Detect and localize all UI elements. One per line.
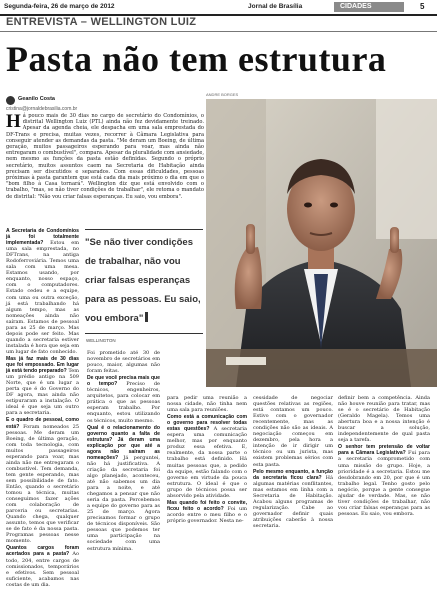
kicker-rule <box>0 31 437 32</box>
photo-credit: ANDRE BORGES <box>206 92 239 97</box>
answer: definir bem a competência. Ainda não houve reunião para tratar, mas se é o secretário de Habitação (Geraldo Magela). Temos uma abertura boa e a nossa intenção é buscar a solução, independentemente de qual pasta seja a tarefa. <box>338 395 430 444</box>
newspaper-name: Jornal de Brasília <box>248 3 303 10</box>
answer: A secretaria espera uma comunicação melhor, mas por enquanto produz essa efetiva. E, realmente, da nossa parte o trabalho está definido. Há muitas pessoas que, a pedido da equipe, estão falando com o governo em virtude da pouca estrutura. O ideal é que o grupo de técnicos possa ser absorvido pela atividade. <box>167 426 247 499</box>
question: Qual é o relacionamento do governo quanto a falta de estrutura? Já deram uma explicação por que até a agora não saíram as nomeações? <box>87 424 160 461</box>
question: Mas quando foi feito o convite, ficou feito o acordo? <box>167 499 247 512</box>
question: Pelo mesmo enquanto, a função da secretaria ficou clara? <box>253 468 333 481</box>
answer: Fui para a secretaria comprometido com uma missão do grupo. Hoje, a prioridade é a secretaria. Estou me desdobrando em 20, por que é um trabalho legal. Tenho gosto pelo negócio, porque a gente consegue ajudar de verdade. Mas, se não tiver condições de trabalhar, não vou criar falsas esperanças para as pessoas. Eu saio, vou embora. <box>338 450 431 517</box>
pullquote <box>85 230 203 325</box>
portrait-photo <box>206 99 437 387</box>
headline: Pasta não tem estrutura <box>6 39 387 79</box>
question: A Secretaria de Condomínios já foi totalmente implementada? <box>6 228 79 247</box>
qa-item <box>167 414 247 499</box>
answer: Estou em uma sala emprestada, no DFTrans, na antiga Rodoferroviária. Temos uma sala com uma mesa. Estamos usando, por enquanto, nosso espaço, com o computadores. Estado cedeu e a equipe, com uma ou outra exceção, já está trabalhando há algum tempo, mas as nomeações ainda não saíram. Estamos de pessoal para as 25 de março. Mas depois pode ser feito. Mas quando a secretaria estiver instalada é hora que seja em um lugar de fato conhecido. <box>6 240 79 355</box>
qa-item <box>253 469 333 529</box>
qa-item <box>6 545 79 587</box>
qa-item <box>87 350 160 374</box>
qa-item <box>253 395 333 468</box>
dropcap: H <box>6 111 21 132</box>
qa-item <box>6 356 79 416</box>
question: De que você precisa mais que o tempo? <box>87 375 160 388</box>
author-email: cristina@jornaldebrasilia.com.br <box>6 106 78 112</box>
qa-item <box>167 500 247 524</box>
qa-item <box>6 417 79 544</box>
answer: Preciso de técnicos, engenheiros, arquitetos, para colocar em prática o que as pessoas esperam trabalho. Por enquanto, estou utilizando os técnicos, muito mesmo. <box>87 381 160 424</box>
column-5 <box>338 395 430 518</box>
answer: cessidade de negociar questões relativas as regiões, está contamos um pouco. Estivo com o governador recentemente, mas as condições não são as ideais. A negociação começou em dezembro, pela hora a intenção de ir dirigir um técnico ou um jurista, mas existem problemas sérios com esta pasta. <box>253 395 333 468</box>
page-number: 5 <box>420 2 425 11</box>
issue-date: Segunda-feira, 26 de março de 2012 <box>4 3 115 10</box>
answer: Foi um acordo entre o meu filho e o próprio governador. Nesta ne- <box>167 505 248 524</box>
column-2 <box>87 350 160 553</box>
answer: para pedir uma reunião a nossa cidade, não tinha nem uma sala para reuniões. <box>167 395 247 414</box>
page-header <box>0 0 437 14</box>
answer: Há algumas matérias conflitantes, mas estamos em linha com a Secretaria de Habitação. Acabou alguns programas de regularização. Cabe ao governador definir quais atribuições caberão à nossa secretaria. <box>253 474 333 529</box>
qa-item <box>167 395 247 413</box>
intro-paragraph <box>6 113 204 200</box>
answer: Ao todo, 204, entre cargos de comissionados, temporários e efetivos. Sem pessoal suficiente, acabamos nas costas de um dia. <box>6 551 79 588</box>
answer: Já perguntei, não há justificativa. A criação da secretaria foi algo planejado, aconteceu, até não sabemos um dia para a noite, e até chegamos a pensar que não seria da pasta. Percebemos a equipe do governo para as 25 de março. Agora precisamos formar o grupo de técnicos disponíveis. São pessoas que podemos ter uma participação na sociedade com uma estrutura mínima. <box>87 454 160 552</box>
question: Quantos cargos foram acertados para a pasta? <box>6 545 79 558</box>
pullquote-source: WELLINGTON <box>86 338 116 343</box>
section-label: CIDADES <box>334 2 404 12</box>
column-1 <box>6 228 79 589</box>
pullquote-text: "Se não tiver condições de trabalhar, não vou criar falsas esperanças para as pessoas. Eu saio, vou embora" <box>85 237 201 324</box>
column-4 <box>253 395 333 530</box>
qa-item <box>6 228 79 355</box>
question: Como está a comunicação com o governo para resolver todas estas questões? <box>167 414 247 433</box>
answer: Foram nomeados 25 pessoas. Me deram um Boeing, de última geração, com toda tecnologia, com muitos passageiros esperando para voar, mas ainda não me entregaram o combustível. Tem demanda, tem gente esperando, mas sem possibilidade de fato. Então, quando o secretário tomou a técnica, muitas conseguimos fazer ações com colaboração de parceria ou secretarias. Quando chega, qualquer assunto, temos que verificar se de fato é da nossa pasta. Programas pessoas nesse momento. <box>6 423 79 545</box>
answer: Foi prometido até 30 de novembro de secretários em pouco, maior, algumas não foram feitas. <box>87 350 160 375</box>
pullquote-end-mark <box>145 312 148 322</box>
qa-item <box>338 444 430 517</box>
portrait-illustration <box>206 99 437 387</box>
qa-item <box>338 395 430 443</box>
pullquote-rule-bottom <box>85 333 203 334</box>
column-3 <box>167 395 247 525</box>
question: O senhor tem pretensão de voltar para a Câmara Legislativa? <box>338 444 430 457</box>
intro-text: á pouco mais de 30 dias no cargo de secretário do Condomínios, o distrital Wellington Luiz (PTL) ainda não fez devidamente treinado. Apesar da agenda cheia, ele despacha em uma sala emprestada do DF-Trans e precisa, muitas vezes, recorrer à Câmara Legislativa para conseguir atender as demandas da pasta. "Me deram um Boeing, de última geração, muitos passageiros esperando para voar, mas ainda não entregaram o combustível", compara. Apesar da pluralidade com ansiedade, nem mesmo as funções da pasta estão definidas. Segundo o próprio secretário, muitos assuntos caem na Secretaria de Habitação ainda precisam ser discutidos e separados. Com essas dificuldades, pessoas próximas à pasta garantem que está cada dia mais próximo o dia em que o "bom filho à Casa tornará". Wellington diz que está envolvido com o trabalho, "mas, se não tiver condições de trabalhar", ele retoma o mandato de distrital: "Não vou criar falsas esperanças. Eu saio, vou embora". <box>6 113 204 200</box>
author-name: Geanilo Costa <box>18 96 55 102</box>
question: E o quadro de pessoal, como está? <box>6 417 79 430</box>
kicker: ENTREVISTA – WELLINGTON LUIZ <box>6 16 197 28</box>
qa-item <box>87 375 160 423</box>
answer: Tem um prédio antigo na 509 Norte, que é um lugar a perta que é do Governo do DF agora, mas ainda não estipuraram a instalação. O ideal é que seja um outro para a secretaria. <box>6 368 79 417</box>
question: Mas já faz mais de 30 dias que foi empossado. Em lugar já está tendo preparado? <box>6 355 79 375</box>
qa-item <box>87 425 160 552</box>
author-avatar <box>6 96 15 105</box>
